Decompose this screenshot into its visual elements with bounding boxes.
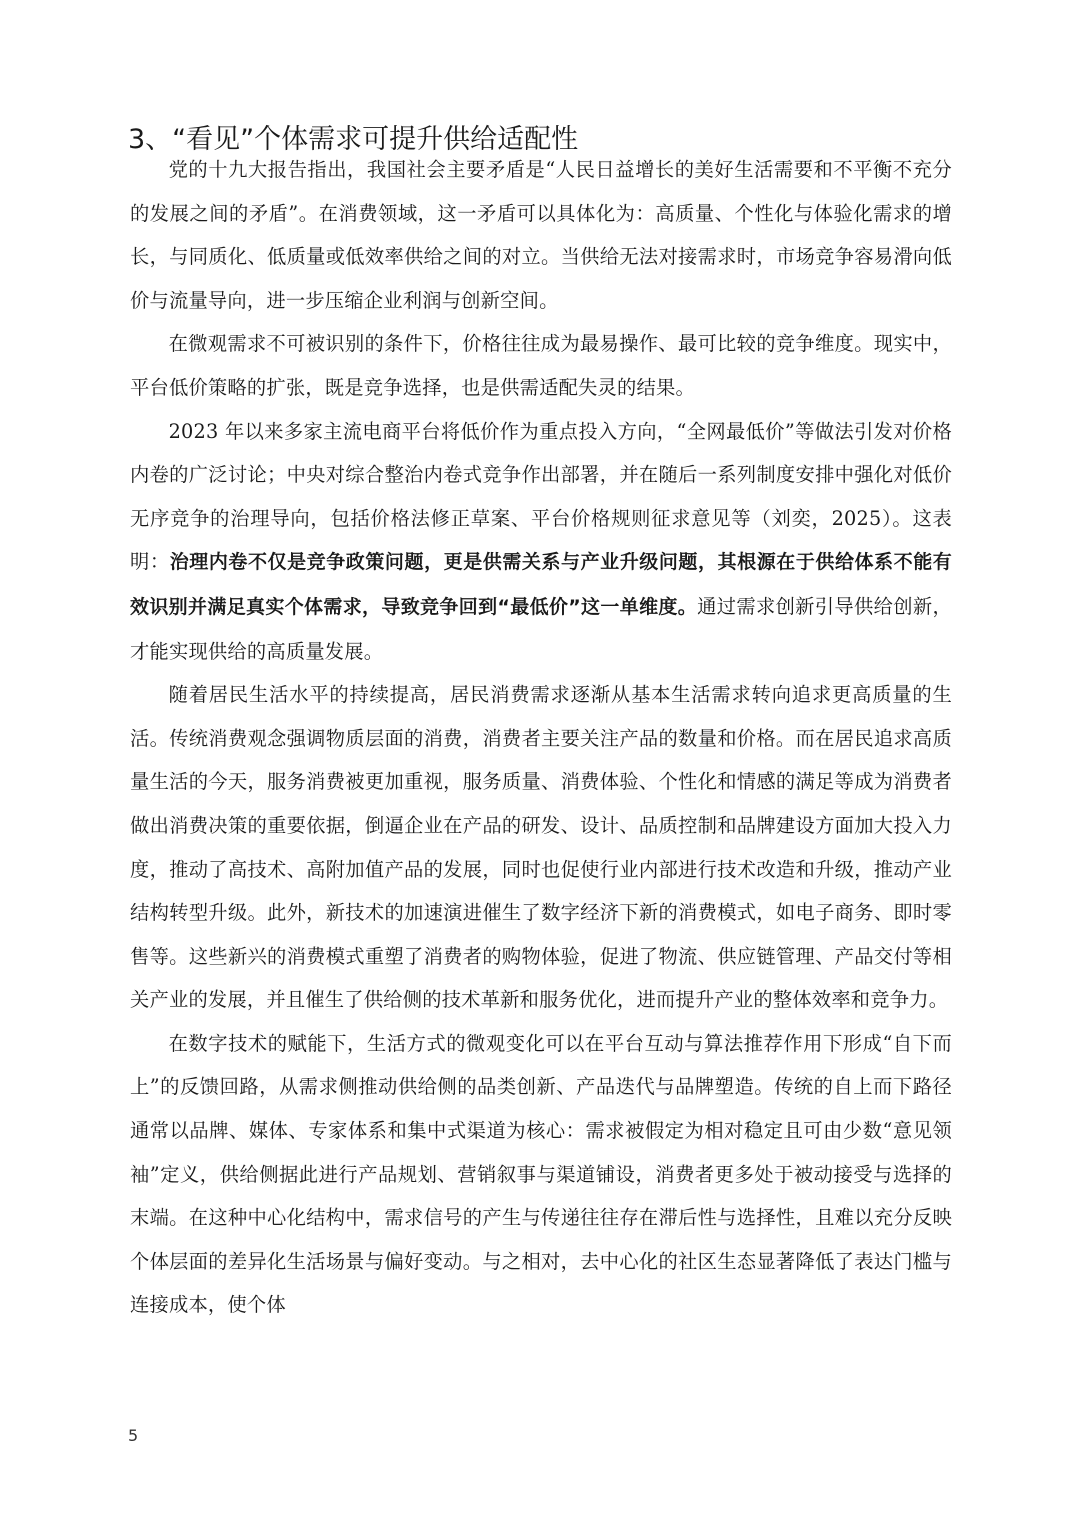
paragraph-consumption-upgrade: 随着居民生活水平的持续提高，居民消费需求逐渐从基本生活需求转向追求更高质量的生活。传统消费观念强调物质层面的消费，消费者主要关注产品的数量和价格。而在居民追求高质量生活的今天，服务消费被更加重视，服务质量、消费体验、个性化和情感的满足等成为消费者做出消费决策的重要依据，倒逼企业在产品的研发、设计、品质控制和品牌建设方面加大投入力度，推动了高技术、高附加值产品的发展，同时也促使行业内部进行技术改造和升级，推动产业结构转型升级。此外，新技术的加速演进催生了数字经济下新的消费模式，如电子商务、即时零售等。这些新兴的消费模式重塑了消费者的购物体验，促进了物流、供应链管理、产品交付等相关产业的发展，并且催生了供给侧的技术革新和服务优化，进而提升产业的整体效率和竞争力。: [130, 683, 952, 1012]
paragraph-digital-feedback: 在数字技术的赋能下，生活方式的微观变化可以在平台互动与算法推荐作用下形成“自下而上”的反馈回路，从需求侧推动供给侧的品类创新、产品迭代与品牌塑造。传统的自上而下路径通常以品牌、媒体、专家体系和集中式渠道为核心：需求被假定为相对稳定且可由少数“意见领袖”定义，供给侧据此进行产品规划、营销叙事与渠道铺设，消费者更多处于被动接受与选择的末端。在这种中心化结构中，需求信号的产生与传递往往存在滞后性与选择性，且难以充分反映个体层面的差异化生活场景与偏好变动。与之相对，去中心化的社区生态显著降低了表达门槛与连接成本，使个体: [130, 1031, 952, 1317]
paragraph-involution-governance: [130, 410, 952, 674]
paragraph-contradiction: 党的十九大报告指出，我国社会主要矛盾是“人民日益增长的美好生活需要和不平衡不充分的发展之间的矛盾”。在消费领域，这一矛盾可以具体化为：高质量、个性化与体验化需求的增长，与同质化、低质量或低效率供给之间的对立。当供给无法对接需求时，市场竞争容易滑向低价与流量导向，进一步压缩企业利润与创新空间。: [130, 158, 952, 312]
paragraph-text-after-bold: 通过需求创新引导供给创新，才能实现供给的高质量发展。: [130, 594, 952, 663]
paragraph-text-before-bold: 2023 年以来多家主流电商平台将低价作为重点投入方向，“全网最低价”等做法引发对价格内卷的广泛讨论；中央对综合整治内卷式竞争作出部署，并在随后一系列制度安排中强化对低价无序竞争的治理导向，包括价格法修正草案、平台价格规则征求意见等（刘奕，2025）。这表明：: [130, 419, 952, 574]
article-body: [130, 148, 952, 1327]
page-number: 5: [128, 1426, 139, 1445]
paragraph-price-competition: 在微观需求不可被识别的条件下，价格往往成为最易操作、最可比较的竞争维度。现实中，平台低价策略的扩张，既是竞争选择，也是供需适配失灵的结果。: [130, 332, 952, 399]
paragraph-bold-conclusion: 治理内卷不仅是竞争政策问题，更是供需关系与产业升级问题，其根源在于供给体系不能有效识别并满足真实个体需求，导致竞争回到“最低价”这一单维度。: [130, 551, 952, 618]
section-heading: 3、“看见”个体需求可提升供给适配性: [128, 124, 579, 155]
